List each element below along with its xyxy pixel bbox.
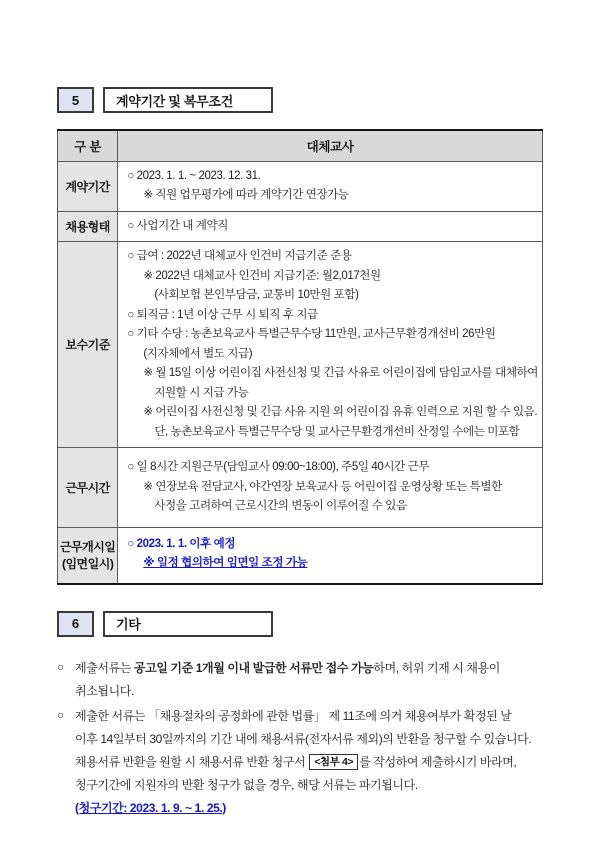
bullet2-line1: 제출한 서류는 「채용절차의 공정화에 관한 법률」 제 11조에 의거 채용여부가 확정된 날	[75, 708, 512, 723]
row-working-hours	[58, 448, 543, 528]
pay-line-condition2b: 단, 농촌보육교사 특별근무수당 및 교사근무환경개선비 산정일 수에는 미포함	[154, 425, 520, 438]
row-content-pay-standard	[118, 242, 543, 448]
section6-body	[57, 657, 543, 820]
row-content-working-hours	[118, 448, 543, 528]
section6-number-box: 6	[57, 611, 94, 637]
bullet2-line2: 이후 14일부터 30일까지의 기간 내에 채용서류(전자서류 제외)의 반환을 청구할 수 있습니다.	[75, 731, 532, 746]
bullet-submission-docs	[57, 657, 543, 703]
bullet2-body	[75, 705, 543, 820]
contract-period-note: ※ 직원 업무평가에 따라 계약기간 연장가능	[143, 189, 349, 201]
bullet1-line1-pre: 제출서류는	[75, 660, 134, 675]
pay-line-allowance-note: (지자체에서 별도 지급)	[143, 347, 253, 360]
bullet2-line4: 청구기간에 지원자의 반환 청구가 없을 경우, 해당 서류는 파기됩니다.	[75, 777, 418, 792]
section6-header	[57, 611, 543, 637]
row-content-employment-type	[118, 211, 543, 242]
header-col-category: 구 분	[58, 130, 118, 161]
circle-bullet-icon: ○	[57, 709, 64, 722]
pay-line-condition1: ※ 월 15일 이상 어린이집 사전신청 및 긴급 사유로 어린이집에 담임교사를 대체하여	[143, 367, 538, 379]
row-label-pay-standard: 보수기준	[58, 242, 118, 448]
bullet1-body	[75, 657, 543, 703]
header-col-substitute-teacher: 대체교사	[118, 130, 543, 161]
bullet1-line2: 취소됩니다.	[75, 683, 134, 698]
pay-line-condition2: ※ 어린이집 사전신청 및 긴급 사유 지원 외 어린이집 유휴 인력으로 지원 할 수 있음.	[143, 406, 538, 418]
employment-type-line: ○ 사업기간 내 계약직	[127, 219, 228, 232]
pay-line-salary-note: ※ 2022년 대체교사 인건비 지급기준: 월2,017천원	[143, 269, 381, 282]
row-label-employment-type: 채용형태	[58, 211, 118, 242]
start-date-note: ※ 일정 협의하여 임면일 조정 가능	[143, 557, 308, 569]
bullet2-line3	[75, 751, 543, 774]
pay-line-allowance: ○ 기타 수당 : 농촌보육교사 특별근무수당 11만원, 교사근무환경개선비 26만원	[127, 328, 496, 340]
bullet-document-return	[57, 705, 543, 820]
row-label-contract-period: 계약기간	[58, 161, 118, 211]
section5-title: 계약기간 및 복무조건	[103, 87, 273, 113]
attachment4-box: <첨부 4>	[309, 754, 358, 770]
start-date-label: 근무개시일	[59, 540, 116, 554]
row-contract-period	[58, 161, 543, 211]
bullet1-line1-post: 하며, 허위 기재 시 채용이	[373, 660, 500, 675]
bullet1-line1-bold: 공고일 기준 1개월 이내 발급한 서류만 접수 가능	[133, 660, 374, 675]
section5-header	[57, 87, 543, 113]
contract-conditions-table	[57, 129, 543, 585]
table-header-row	[58, 130, 543, 161]
contract-period-line: ○ 2023. 1. 1. ~ 2023. 12. 31.	[127, 169, 261, 182]
row-content-start-date	[118, 527, 543, 584]
bullet2-line3-pre: 채용서류 반환을 원할 시 채용서류 반환 청구서	[75, 754, 309, 769]
section5-number-box: 5	[57, 87, 94, 113]
hours-note1: ※ 연장보육 전담교사, 야간연장 보육교사 등 어린이집 운영상황 또는 특별한	[143, 480, 502, 493]
row-start-date	[58, 527, 543, 584]
start-date-line: ○ 2023. 1. 1. 이후 예정	[127, 537, 236, 550]
row-pay-standard	[58, 242, 543, 448]
bullet2-line3-post: 를 작성하여 제출하시기 바라며,	[359, 754, 517, 769]
section6-title: 기타	[103, 611, 273, 637]
circle-bullet-icon: ○	[57, 661, 64, 674]
pay-line-condition1b: 지원할 시 지급 가능	[154, 386, 249, 399]
hours-note2: 사정을 고려하여 근로시간의 변동이 이루어질 수 있음	[154, 500, 407, 512]
claim-period-line: (청구기간: 2023. 1. 9. ~ 1. 25.)	[75, 800, 226, 815]
pay-line-salary-note2: (사회보험 본인부담금, 교통비 10만원 포함)	[154, 289, 359, 301]
pay-line-severance: ○ 퇴직금 : 1년 이상 근무 시 퇴직 후 지급	[127, 308, 318, 321]
row-content-contract-period	[118, 161, 543, 211]
row-label-working-hours: 근무시간	[58, 448, 118, 528]
start-date-sublabel: (임면일시)	[61, 557, 114, 571]
row-employment-type	[58, 211, 543, 242]
row-label-start-date	[58, 527, 118, 584]
hours-line: ○ 일 8시간 지원근무(담임교사 09:00~18:00), 주5일 40시간 근무	[127, 461, 430, 473]
bullet1-line1	[75, 657, 543, 680]
pay-line-salary: ○ 급여 : 2022년 대체교사 인건비 지급기준 준용	[127, 250, 352, 262]
